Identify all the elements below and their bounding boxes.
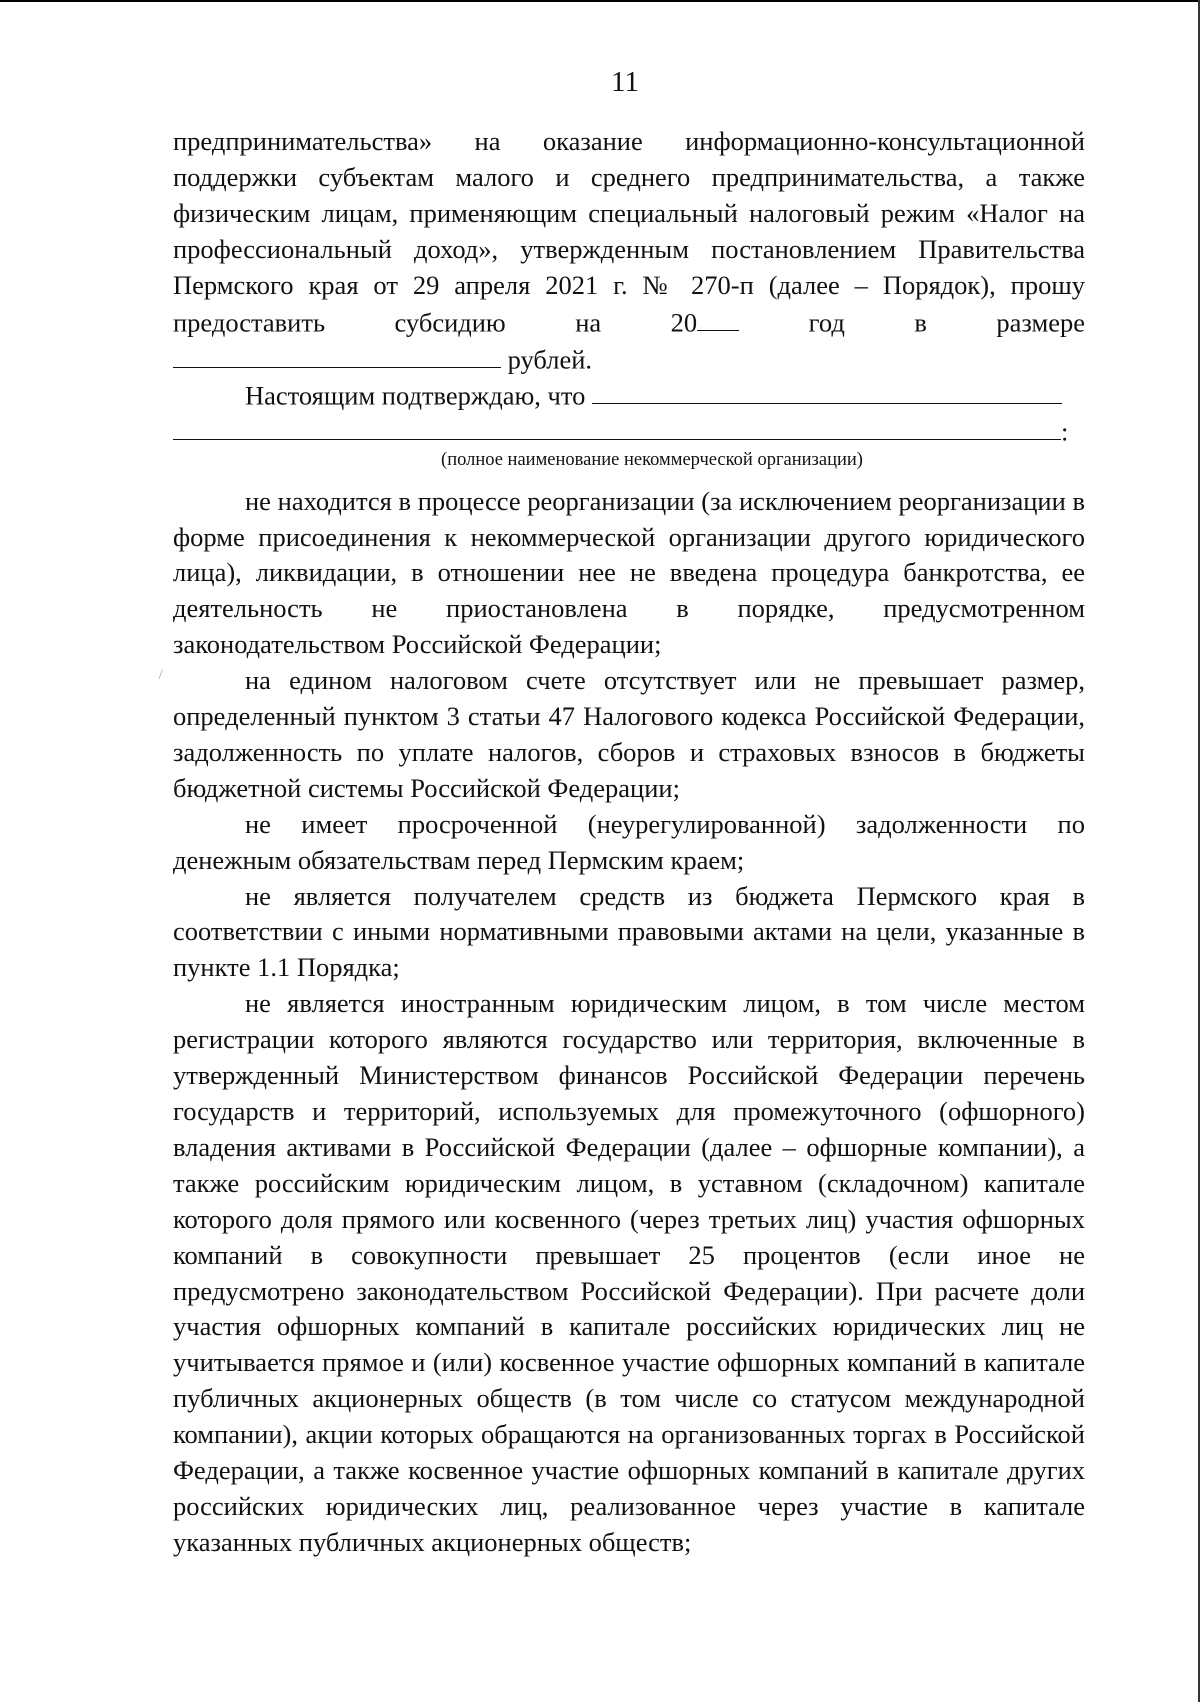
scan-mark	[158, 669, 166, 680]
org-name-line	[173, 413, 1085, 449]
document-body	[173, 124, 1085, 1561]
amount-blank	[173, 341, 501, 369]
intro-paragraph	[173, 124, 1085, 341]
intro-text: предпринимательства» на оказание информационно-консультационной поддержки субъектам малого и среднего предпринимательства, а также физическим лицам, применяющим специальный налоговый режим «Налог на профессиональный доход», утвержденным постановлением Правительства Пермского края от 29 апреля 2021 г. № 270-п (далее – Порядок), прошу предоставить субсидию на 20	[173, 126, 1085, 338]
clause-reorganization: не находится в процессе реорганизации (за исключением реорганизации в форме присоединения к некоммерческой организации другого юридического лица), ликвидации, в отношении нее не введена процедура банкротства, ее деятельность не приостановлена в порядке, предусмотренном законодательством Российской Федерации;	[173, 485, 1085, 660]
org-name-caption: (полное наименование некоммерческой организации)	[441, 449, 863, 470]
year-blank	[697, 304, 739, 332]
org-name-blank-1	[592, 377, 1062, 405]
clause-offshore: не является иностранным юридическим лицом, в том числе местом регистрации которого являются государство или территория, включенные в утвержденный Министерством финансов Российской Федерации перечень государств и территорий, используемых для промежуточного (офшорного) владения активами в Российской Федерации (далее – офшорные компании), а также российским юридическим лицом, в уставном (складочном) капитале которого доля прямого или косвенного (через третьих лиц) участия офшорных компаний в совокупности превышает 25 процентов (если иное не предусмотрено законодательством Российской Федерации). При расчете доли участия офшорных компаний в капитале российских юридических лиц не учитывается прямое и (или) косвенное участие офшорных компаний в капитале публичных акционерных обществ (в том числе со статусом международной компании), акции которых обращаются на организованных торгах в Российской Федерации, а также косвенное участие офшорных компаний в капитале других российских юридических лиц, реализованное через участие в капитале указанных публичных акционерных обществ;	[173, 988, 1085, 1557]
clause-overdue-debt: не имеет просроченной (неурегулированной) задолженности по денежным обязательствам перед Пермским краем;	[173, 808, 1085, 875]
intro-text-tail: год в размере	[808, 307, 1086, 338]
page-number: 11	[611, 66, 639, 98]
confirmation-line	[173, 377, 1085, 413]
clause-other-funding: не является получателем средств из бюджета Пермского края в соответствии с иными нормативными правовыми актами на цели, указанные в пункте 1.1 Порядка;	[173, 880, 1085, 983]
amount-line	[173, 341, 1085, 377]
confirmation-lead: Настоящим подтверждаю, что	[245, 380, 586, 411]
page-edge-top	[0, 0, 1200, 2]
confirmation-colon: :	[1061, 416, 1069, 447]
amount-unit: рублей.	[507, 344, 593, 375]
org-name-blank-2	[173, 413, 1061, 441]
clause-tax-debt: на едином налоговом счете отсутствует или не превышает размер, определенный пунктом 3 статьи 47 Налогового кодекса Российской Федерации, задолженность по уплате налогов, сборов и страховых взносов в бюджеты бюджетной системы Российской Федерации;	[173, 665, 1085, 803]
